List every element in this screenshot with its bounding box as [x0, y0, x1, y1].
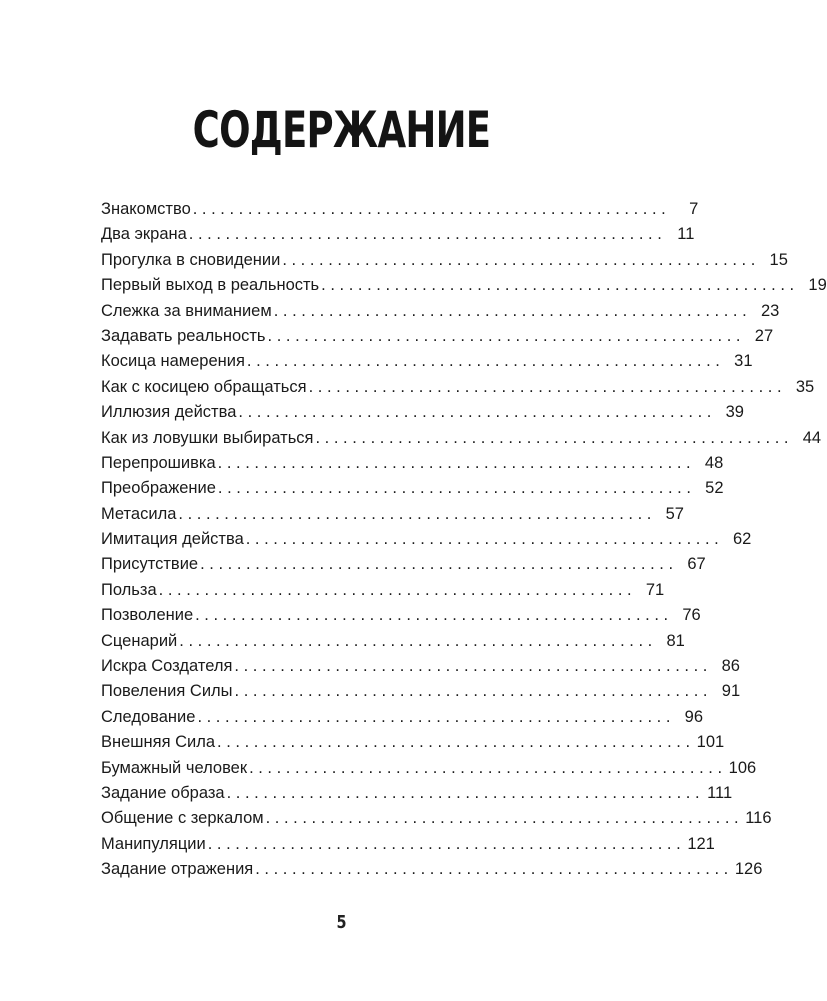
toc-entry: [101, 756, 757, 781]
toc-entry-title: Первый выход в реальность: [101, 276, 320, 295]
dot-leader: ....................................................: [321, 276, 799, 295]
toc-entry: [101, 451, 724, 476]
toc-entry-page: 96: [684, 707, 704, 726]
toc-entry: [101, 781, 733, 806]
toc-entry-page: 91: [721, 682, 741, 701]
toc-entry-title: Внешняя Сила: [101, 733, 216, 752]
dot-leader: ....................................................: [200, 555, 678, 574]
dot-leader: ....................................................: [192, 200, 671, 218]
dot-leader: ....................................................: [255, 860, 733, 879]
toc-entry: [101, 578, 665, 603]
toc-entry: [101, 730, 725, 755]
toc-entry-page: 62: [732, 530, 752, 549]
toc-entry-title: Преображение: [101, 479, 216, 498]
toc-entry-title: Перепрошивка: [101, 453, 216, 472]
dot-leader: ....................................................: [308, 377, 787, 396]
page-title: СОДЕРЖАНИЕ: [192, 101, 491, 159]
toc-entry: [101, 603, 701, 628]
toc-entry-page: 76: [682, 606, 701, 625]
dot-leader: ....................................................: [179, 631, 657, 650]
toc-entry: [101, 197, 699, 222]
dot-leader: ....................................................: [158, 580, 637, 599]
toc-entry-page: 19: [808, 276, 827, 295]
dot-leader: ....................................................: [217, 479, 696, 498]
toc-entry-page: 71: [645, 580, 665, 599]
toc-entry: [101, 426, 822, 451]
toc-entry-title: Слежка за вниманием: [101, 301, 272, 320]
toc-entry-page: 39: [725, 403, 744, 422]
toc-entry-title: Польза: [101, 580, 157, 599]
toc-entry-title: Бумажный человек: [101, 758, 248, 777]
toc-entry-title: Как из ловушки выбираться: [101, 428, 314, 447]
toc-entry: [101, 248, 788, 273]
toc-entry-title: Задавать реальность: [101, 326, 266, 345]
toc-entry-page: 111: [707, 783, 733, 802]
dot-leader: ....................................................: [245, 530, 724, 549]
dot-leader: ....................................................: [197, 707, 676, 726]
toc-entry-title: Метасила: [101, 504, 177, 523]
toc-entry-title: Знакомство: [101, 200, 191, 218]
toc-entry: [101, 857, 763, 882]
toc-entry-page: 35: [795, 377, 815, 396]
dot-leader: ....................................................: [238, 403, 716, 422]
dot-leader: ....................................................: [217, 733, 695, 752]
dot-leader: ....................................................: [234, 682, 713, 701]
dot-leader: ....................................................: [282, 250, 760, 269]
dot-leader: ....................................................: [207, 834, 686, 853]
toc-entry-page: 121: [687, 834, 715, 853]
toc-entry-page: 7: [689, 200, 699, 218]
toc-entry-page: 11: [677, 225, 695, 244]
dot-leader: ....................................................: [178, 504, 656, 523]
toc-entry: [101, 806, 772, 831]
dot-leader: ....................................................: [246, 352, 725, 371]
toc-entry-title: Иллюзия действа: [101, 403, 237, 422]
toc-entry: [101, 552, 706, 577]
toc-entry: [101, 705, 704, 730]
toc-entry-page: 101: [696, 733, 725, 752]
dot-leader: ....................................................: [188, 225, 667, 244]
toc-entry: [101, 832, 715, 857]
toc-entry-title: Прогулка в сновидении: [101, 250, 281, 269]
dot-leader: ....................................................: [267, 326, 746, 345]
toc-entry-page: 23: [760, 301, 780, 320]
toc-entry-title: Сценарий: [101, 631, 178, 650]
toc-entry-page: 48: [704, 453, 724, 472]
dot-leader: ....................................................: [315, 428, 794, 447]
toc-entry: [101, 375, 815, 400]
dot-leader: ....................................................: [195, 606, 673, 625]
dot-leader: ....................................................: [217, 453, 696, 472]
toc-entry-title: Присутствие: [101, 555, 199, 574]
toc-entry: [101, 349, 753, 374]
toc-entry-title: Манипуляции: [101, 834, 206, 853]
toc-entry-page: 126: [734, 860, 763, 879]
page-number: 5: [336, 912, 347, 933]
toc-entry: [101, 222, 695, 247]
toc-entry-page: 27: [754, 326, 774, 345]
toc-entry-title: Косица намерения: [101, 352, 245, 371]
toc-entry: [101, 400, 744, 425]
toc-entry-page: 67: [687, 555, 706, 574]
toc-entry-page: 15: [769, 250, 788, 269]
dot-leader: ....................................................: [226, 783, 705, 802]
toc-entry: [101, 527, 752, 552]
toc-entry-title: Задание образа: [101, 783, 225, 802]
toc-entry-title: Позволение: [101, 606, 194, 625]
toc-entry: [101, 654, 740, 679]
toc-entry-title: Следование: [101, 707, 196, 726]
toc-entry: [101, 299, 780, 324]
toc-entry: [101, 273, 827, 298]
dot-leader: ....................................................: [273, 301, 752, 320]
toc-entry-page: 116: [745, 809, 772, 828]
toc-entry-title: Имитация действа: [101, 530, 244, 549]
toc-entry: [101, 502, 684, 527]
dot-leader: ....................................................: [265, 809, 744, 828]
toc-entry-page: 81: [666, 631, 685, 650]
toc-entry: [101, 679, 741, 704]
toc-entry-page: 31: [734, 352, 753, 371]
table-of-contents: [101, 197, 827, 883]
dot-leader: ....................................................: [234, 657, 712, 676]
toc-entry-page: 52: [705, 479, 724, 498]
toc-entry-page: 57: [665, 504, 684, 523]
toc-entry-page: 44: [802, 428, 822, 447]
toc-entry-title: Искра Создателя: [101, 657, 233, 676]
toc-entry-page: 106: [728, 758, 757, 777]
toc-entry-title: Общение с зеркалом: [101, 809, 264, 828]
toc-entry-title: Два экрана: [101, 225, 187, 244]
toc-entry-title: Задание отражения: [101, 860, 254, 879]
toc-entry-title: Повеления Силы: [101, 682, 233, 701]
toc-entry: [101, 324, 774, 349]
dot-leader: ....................................................: [249, 758, 727, 777]
toc-entry: [101, 629, 685, 654]
toc-entry-title: Как с косицею обращаться: [101, 377, 307, 396]
toc-entry: [101, 476, 724, 501]
toc-entry-page: 86: [721, 657, 740, 676]
